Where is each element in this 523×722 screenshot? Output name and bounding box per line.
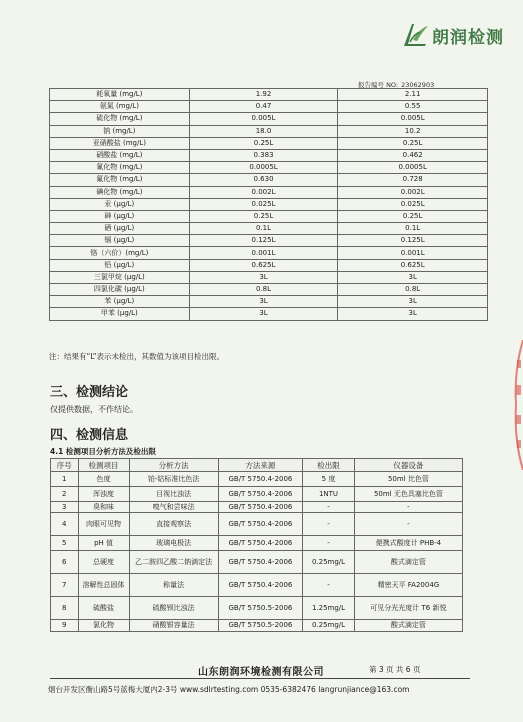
value-cell: 0.630 [189,174,338,186]
limit-cell: 1NTU [303,487,355,502]
report-number-label: 报告编号 NO: [358,81,399,89]
value-cell: 0.25L [189,210,338,222]
value-cell: 0.125L [338,235,488,247]
value-cell: 2.11 [338,89,488,101]
item-cell: pH 值 [78,536,129,551]
equipment-cell: 酸式滴定管 [354,551,462,574]
value-cell: 0.8L [189,284,338,296]
no-cell: 6 [51,551,79,574]
method-cell: 玻璃电极法 [129,536,218,551]
source-cell: GB/T 5750.5-2006 [218,620,303,632]
table-row [51,487,463,502]
table-row [50,223,488,235]
table-row [51,551,463,574]
value-cell: 3L [338,271,488,283]
table-row [51,502,463,513]
limit-cell: 5 度 [303,472,355,487]
method-cell: 称量法 [129,574,218,597]
footer-divider [50,678,470,679]
table-row [51,597,463,620]
subsection-heading-methods: 4.1 检测项目分析方法及检出限 [50,447,156,456]
source-cell: GB/T 5750.4-2006 [218,536,303,551]
table-row [51,472,463,487]
value-cell: 0.005L [338,113,488,125]
item-cell: 钠 (mg/L) [50,125,190,137]
value-cell: 0.625L [338,259,488,271]
value-cell: 0.55 [338,101,488,113]
value-cell: 1.92 [189,89,338,101]
report-number-value: 23062903 [401,81,435,89]
value-cell: 0.002L [338,186,488,198]
table-row [51,513,463,536]
table-row [50,174,488,186]
item-cell: 砷 (μg/L) [50,210,190,222]
col-header-equipment: 仪器设备 [354,459,462,472]
no-cell: 8 [51,597,79,620]
table-row [50,235,488,247]
value-cell: 0.005L [189,113,338,125]
table-row [50,137,488,149]
limit-cell: - [303,502,355,513]
table-row [50,271,488,283]
equipment-cell: 酸式滴定管 [354,620,462,632]
table-row [51,536,463,551]
item-cell: 四氯化碳 (μg/L) [50,284,190,296]
col-header-no: 序号 [51,459,79,472]
company-logo [400,20,504,50]
source-cell: GB/T 5750.4-2006 [218,574,303,597]
limit-cell: - [303,513,355,536]
table-row [50,296,488,308]
equipment-cell: 50ml 无色具塞比色管 [354,487,462,502]
item-cell: 硫酸盐 [78,597,129,620]
conclusion-text: 仅提供数据，不作结论。 [50,405,138,414]
col-header-item: 检测项目 [78,459,129,472]
col-header-method: 分析方法 [129,459,218,472]
value-cell: 3L [338,308,488,320]
value-cell: 0.002L [189,186,338,198]
value-cell: 0.728 [338,174,488,186]
item-cell: 氟化物 (mg/L) [50,174,190,186]
table-row [50,247,488,259]
no-cell: 4 [51,513,79,536]
value-cell: 0.125L [189,235,338,247]
value-cell: 0.025L [338,198,488,210]
section-heading-conclusion: 三、检测结论 [50,385,129,400]
no-cell: 5 [51,536,79,551]
method-cell: 乙二胺四乙酸二钠滴定法 [129,551,218,574]
table-row [50,186,488,198]
value-cell: 3L [189,308,338,320]
table-row [50,101,488,113]
item-cell: 氯化物 [78,620,129,632]
no-cell: 9 [51,620,79,632]
no-cell: 1 [51,472,79,487]
method-cell: 铂-钴标准比色法 [129,472,218,487]
value-cell: 0.0005L [189,162,338,174]
table-row [51,620,463,632]
value-cell: 3L [189,271,338,283]
table-row [50,149,488,161]
source-cell: GB/T 5750.4-2006 [218,502,303,513]
logo-mark-icon [400,20,430,50]
no-cell: 2 [51,487,79,502]
item-cell: 甲苯 (μg/L) [50,308,190,320]
method-cell: 嗅气和尝味法 [129,502,218,513]
item-cell: 硒 (μg/L) [50,223,190,235]
item-cell: 苯 (μg/L) [50,296,190,308]
results-table [49,88,488,321]
item-cell: 浑浊度 [78,487,129,502]
value-cell: 0.1L [338,223,488,235]
method-cell: 目视比浊法 [129,487,218,502]
method-cell: 硝酸银容量法 [129,620,218,632]
value-cell: 0.25L [338,210,488,222]
item-cell: 三氯甲烷 (μg/L) [50,271,190,283]
limit-cell: 0.25mg/L [303,551,355,574]
limit-cell: - [303,574,355,597]
no-cell: 3 [51,502,79,513]
table-row [51,574,463,597]
table-row [50,125,488,137]
value-cell: 3L [338,296,488,308]
item-cell: 肉眼可见物 [78,513,129,536]
table-row [50,198,488,210]
logo-text: 朗润检测 [432,27,504,48]
item-cell: 碘化物 (mg/L) [50,186,190,198]
equipment-cell: - [354,502,462,513]
table-row [50,162,488,174]
seal-stamp-edge [512,340,523,470]
value-cell: 0.001L [338,247,488,259]
table-row [50,259,488,271]
item-cell: 铬（六价）(mg/L) [50,247,190,259]
item-cell: 氰化物 (mg/L) [50,162,190,174]
equipment-cell: 50ml 比色管 [354,472,462,487]
item-cell: 铅 (μg/L) [50,259,190,271]
table-row [50,284,488,296]
item-cell: 溶解性总固体 [78,574,129,597]
table-row [50,210,488,222]
value-cell: 0.25L [189,137,338,149]
value-cell: 0.625L [189,259,338,271]
source-cell: GB/T 5750.4-2006 [218,513,303,536]
value-cell: 0.25L [338,137,488,149]
value-cell: 0.47 [189,101,338,113]
method-cell: 硫酸钡比浊法 [129,597,218,620]
item-cell: 亚硝酸盐 (mg/L) [50,137,190,149]
equipment-cell: 可见分光光度计 T6 新悦 [354,597,462,620]
limit-cell: 1.25mg/L [303,597,355,620]
value-cell: 3L [189,296,338,308]
equipment-cell: - [354,513,462,536]
col-header-limit: 检出限 [303,459,355,472]
value-cell: 10.2 [338,125,488,137]
section-heading-info: 四、检测信息 [50,428,129,443]
source-cell: GB/T 5750.4-2006 [218,472,303,487]
limit-cell: 0.25mg/L [303,620,355,632]
methods-table [50,458,463,632]
table-row [50,308,488,320]
source-cell: GB/T 5750.4-2006 [218,487,303,502]
item-cell: 硫化物 (mg/L) [50,113,190,125]
limit-cell: - [303,536,355,551]
item-cell: 色度 [78,472,129,487]
footer-page-number: 第 3 页 共 6 页 [369,665,421,674]
item-cell: 硝酸盐 (mg/L) [50,149,190,161]
footer-address: 烟台开发区衡山路5号蓝梅大厦内2-3号 www.sdlrtesting.com 0535-6382476 langrunjiance@163.com [48,685,410,694]
equipment-cell: 便携式酸度计 PHB-4 [354,536,462,551]
item-cell: 汞 (μg/L) [50,198,190,210]
methods-header-row [51,459,463,472]
value-cell: 0.462 [338,149,488,161]
value-cell: 0.1L [189,223,338,235]
source-cell: GB/T 5750.5-2006 [218,597,303,620]
method-cell: 直接观察法 [129,513,218,536]
value-cell: 0.025L [189,198,338,210]
footer-company: 山东朗润环境检测有限公司 [198,667,324,678]
source-cell: GB/T 5750.4-2006 [218,551,303,574]
value-cell: 0.8L [338,284,488,296]
col-header-source: 方法来源 [218,459,303,472]
results-note: 注：结果有“L”表示未检出，其数值为该项目检出限。 [49,352,224,361]
table-row [50,89,488,101]
no-cell: 7 [51,574,79,597]
item-cell: 臭和味 [78,502,129,513]
item-cell: 总硬度 [78,551,129,574]
equipment-cell: 精密天平 FA2004G [354,574,462,597]
value-cell: 18.0 [189,125,338,137]
item-cell: 镉 (μg/L) [50,235,190,247]
item-cell: 氨氮 (mg/L) [50,101,190,113]
value-cell: 0.0005L [338,162,488,174]
value-cell: 0.383 [189,149,338,161]
table-row [50,113,488,125]
item-cell: 耗氧量 (mg/L) [50,89,190,101]
value-cell: 0.001L [189,247,338,259]
